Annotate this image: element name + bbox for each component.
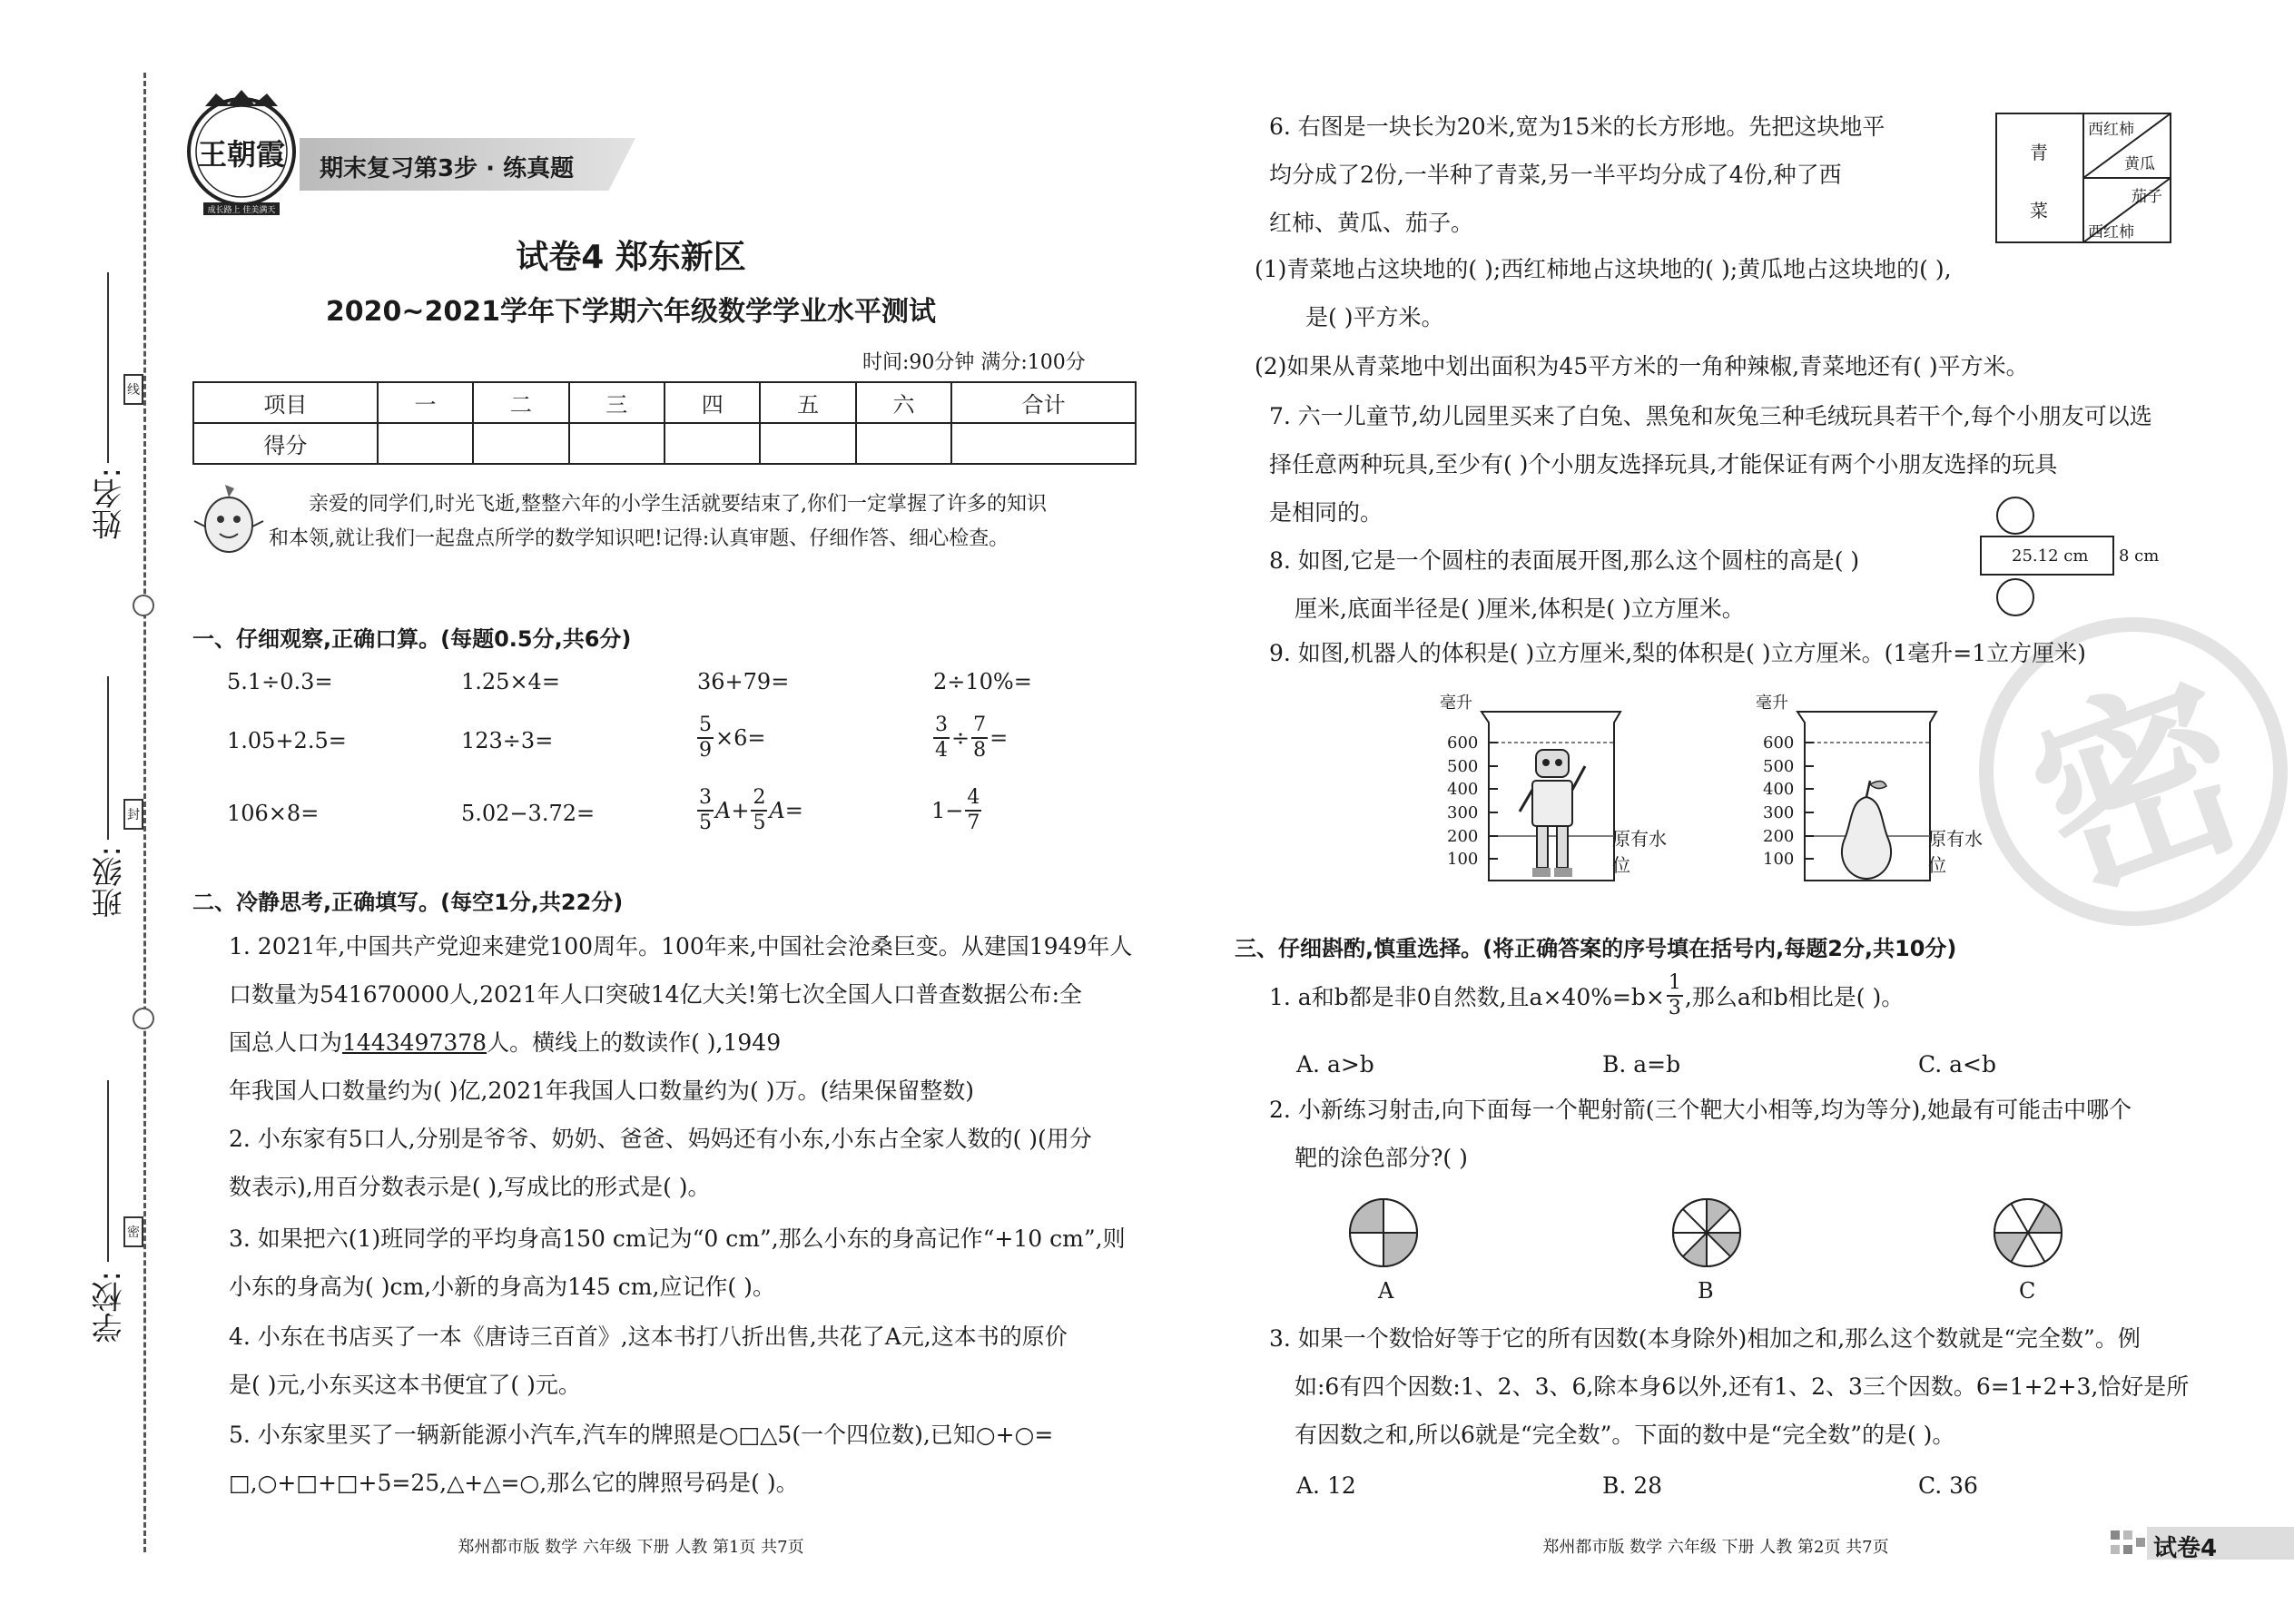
beaker-tick: 500 [1447, 757, 1479, 776]
q3-line: 小东的身高为( )cm,小新的身高为145 cm,应记作( )。 [229, 1274, 775, 1300]
q5-line: 5. 小东家里买了一辆新能源小汽车,汽车的牌照是○□△5(一个四位数),已知○+○= [229, 1422, 1054, 1448]
score-cell[interactable] [951, 423, 1136, 464]
footer-tag: 试卷4 [2153, 1535, 2218, 1562]
name-label: 姓名: [92, 468, 128, 540]
score-cell[interactable] [665, 423, 760, 464]
calc-item: 123÷3= [461, 728, 554, 753]
net-length-label: 25.12 cm [2012, 546, 2089, 566]
calc-item: 5.1÷0.3= [227, 669, 333, 694]
score-cell[interactable] [569, 423, 665, 464]
class-blank-line [107, 676, 109, 840]
field-label-tomato: 西红柿 [2088, 121, 2134, 139]
field-diagram [1995, 113, 2171, 243]
score-cell[interactable] [473, 423, 568, 464]
option-a[interactable]: A. a>b [1296, 1051, 1374, 1078]
logo-text: 王朝霞 [197, 137, 285, 172]
field-label-tomato-2: 西红柿 [2088, 223, 2134, 241]
question-2-4 [229, 1325, 1137, 1416]
beaker-tick: 500 [1763, 757, 1795, 776]
school-label: 学校: [92, 1271, 128, 1343]
calc-item-fraction: $\frac{5}{9}$ ×6= [699, 714, 766, 762]
target-b[interactable] [1670, 1196, 1743, 1269]
q6-line: 6. 右图是一块长为20米,宽为15米的长方形地。先把这块地平 [1269, 113, 1885, 140]
question-2-1 [229, 935, 1137, 1117]
calc-item: 1.25×4= [461, 669, 560, 694]
binding-mark-mi: 密 [123, 1216, 143, 1247]
target-a[interactable] [1347, 1196, 1420, 1269]
beaker-tick: 400 [1763, 780, 1795, 799]
target-c-label: C [2019, 1278, 2036, 1304]
q2-line: 数表示),用百分数表示是( ),写成比的形式是( )。 [229, 1174, 711, 1200]
target-c[interactable] [1992, 1196, 2064, 1269]
beaker-tick: 100 [1763, 850, 1795, 869]
field-label-cai: 菜 [2030, 200, 2048, 221]
q4-line: 4. 小东在书店买了一本《唐诗三百首》,这本书打八折出售,共花了A元,这本书的原价 [229, 1324, 1068, 1350]
beaker-tick: 400 [1447, 780, 1479, 799]
q1-line: 口数量为541670000人,2021年人口突破14亿大关!第七次全国人口普查数据公布:全 [229, 981, 1083, 1008]
field-label-cucumber: 黄瓜 [2124, 155, 2155, 173]
school-blank-line [107, 1080, 109, 1262]
logo-subtext: 成长路上 佳美满天 [207, 206, 276, 215]
q6-line: (2)如果从青菜地中划出面积为45平方米的一角种辣椒,青菜地还有( )平方米。 [1255, 353, 2029, 379]
calc-item-fraction: $\frac{3}{5}$ A+ $\frac{2}{5}$ A= [699, 786, 803, 834]
beaker-tick: 600 [1763, 733, 1795, 753]
footer-left: 郑州都市版 数学 六年级 下册 人教 第1页 共7页 [458, 1538, 804, 1557]
score-header: 合计 [951, 382, 1136, 423]
beaker-unit-label: 毫升 [1756, 694, 1788, 713]
question-2-2 [229, 1127, 1137, 1218]
question-2-3 [229, 1227, 1137, 1318]
option-b[interactable]: B. 28 [1602, 1472, 1663, 1499]
score-header: 五 [760, 382, 855, 423]
score-header: 二 [473, 382, 568, 423]
binding-mark-feng: 封 [123, 799, 143, 830]
binding-hole-1 [133, 595, 154, 616]
net-height-label: 8 cm [2119, 546, 2160, 566]
score-cell[interactable] [856, 423, 951, 464]
beaker-tick: 300 [1447, 803, 1479, 822]
population-number: 1443497378 [342, 1029, 487, 1056]
question-2-5 [229, 1423, 1137, 1514]
beaker-unit-label: 毫升 [1440, 694, 1472, 713]
score-header: 一 [378, 382, 473, 423]
section1-title: 一、仔细观察,正确口算。(每题0.5分,共6分) [192, 626, 632, 652]
q8-line: 8. 如图,它是一个圆柱的表面展开图,那么这个圆柱的高是( ) [1269, 547, 1860, 574]
beaker-tick: 200 [1763, 827, 1795, 846]
score-header: 项目 [193, 382, 378, 423]
beaker-tick: 100 [1447, 850, 1479, 869]
calc-item: 36+79= [697, 669, 790, 694]
beaker-pear-diagram [1750, 690, 1986, 890]
q6-line: 均分成了2份,一半种了青菜,另一半平均分成了4份,种了西 [1269, 162, 1842, 188]
section3-title: 三、仔细斟酌,慎重选择。(将正确答案的序号填在括号内,每题2分,共10分) [1235, 936, 1957, 961]
q3-3-line: 有因数之和,所以6就是“完全数”。下面的数中是“完全数”的是( )。 [1295, 1422, 1955, 1448]
calc-item: 106×8= [227, 801, 320, 826]
footer-right: 郑州都市版 数学 六年级 下册 人教 第2页 共7页 [1542, 1538, 1889, 1557]
question-3-1: 1. a和b都是非0自然数,且a×40%=b× $\frac{1}{3}$ ,那么a和b相比是( )。 [1269, 971, 1905, 1019]
intro-line-1: 亲爱的同学们,时光飞逝,整整六年的小学生活就要结束了,你们一定掌握了许多的知识 [309, 493, 1047, 516]
step-banner: 期末复习第3步 · 练真题 [320, 155, 575, 182]
q7-line: 是相同的。 [1269, 499, 1383, 526]
calc-item: 2÷10%= [933, 669, 1032, 694]
water-level-label: 原有水位 [1612, 828, 1667, 876]
intro-line-2: 和本领,就让我们一起盘点所学的数学知识吧!记得:认真审题、仔细作答、细心检查。 [269, 527, 1009, 550]
q1-line: 年我国人口数量约为( )亿,2021年我国人口数量约为( )万。(结果保留整数) [229, 1078, 974, 1104]
target-a-label: A [1378, 1278, 1394, 1304]
option-b[interactable]: B. a=b [1602, 1051, 1681, 1078]
q9-line: 9. 如图,机器人的体积是( )立方厘米,梨的体积是( )立方厘米。(1毫升=1立方厘米) [1269, 640, 2086, 666]
exam-subtitle: 2020~2021学年下学期六年级数学学业水平测试 [325, 296, 937, 328]
calc-item: 5.02−3.72= [461, 801, 596, 826]
q5-line: □,○+□+□+5=25,△+△=○,那么它的牌照号码是( )。 [229, 1470, 799, 1496]
time-info: 时间:90分钟 满分:100分 [862, 351, 1086, 374]
score-table-header-row [193, 382, 1136, 423]
field-label-qing: 青 [2030, 142, 2048, 163]
q1-line: 1. 2021年,中国共产党迎来建党100周年。100年来,中国社会沧桑巨变。从建国1949年人 [229, 933, 1133, 960]
watermark-text: 密 [2005, 644, 2273, 931]
cylinder-net-diagram [1979, 496, 2161, 623]
beaker-tick: 200 [1447, 827, 1479, 846]
q3-2-line: 靶的涂色部分?( ) [1295, 1145, 1468, 1171]
mascot-icon [192, 481, 265, 563]
q4-line: 是( )元,小东买这本书便宜了( )元。 [229, 1372, 581, 1398]
q6-line: 是( )平方米。 [1305, 304, 1444, 330]
q3-line: 3. 如果把六(1)班同学的平均身高150 cm记为“0 cm”,那么小东的身高记作“+10 cm”,则 [229, 1225, 1126, 1252]
q1-line: 国总人口为1443497378人。横线上的数读作( ),1949 [229, 1029, 782, 1056]
score-cell[interactable] [378, 423, 473, 464]
score-header: 六 [856, 382, 951, 423]
target-b-label: B [1698, 1278, 1714, 1304]
q3-2-line: 2. 小新练习射击,向下面每一个靶射箭(三个靶大小相等,均为等分),她最有可能击中哪个 [1269, 1097, 2132, 1123]
score-table [192, 381, 1137, 465]
footer-tag-pattern [2111, 1527, 2147, 1560]
q7-line: 择任意两种玩具,至少有( )个小朋友选择玩具,才能保证有两个小朋友选择的玩具 [1269, 451, 2058, 477]
calc-item: 1.05+2.5= [227, 728, 347, 753]
question-3-3 [1269, 1327, 2222, 1472]
water-level-label: 原有水位 [1928, 828, 1983, 876]
beaker-robot-diagram [1434, 690, 1670, 890]
q6-line: 红柿、黄瓜、茄子。 [1269, 210, 1474, 236]
score-row-label: 得分 [193, 423, 378, 464]
beaker-tick: 300 [1763, 803, 1795, 822]
question-2-9 [1269, 642, 2222, 678]
calc-item-fraction: 1− $\frac{4}{7}$ [931, 786, 980, 834]
option-c[interactable]: C. 36 [1918, 1472, 1978, 1499]
question-3-2 [1269, 1098, 2222, 1189]
beaker-tick: 600 [1447, 733, 1479, 753]
question-2-8 [1269, 549, 1995, 640]
q7-line: 7. 六一儿童节,幼儿园里买来了白兔、黑兔和灰兔三种毛绒玩具若干个,每个小朋友可以选 [1269, 403, 2152, 429]
binding-hole-2 [133, 1008, 154, 1029]
field-label-eggplant: 茄子 [2132, 188, 2162, 206]
option-a[interactable]: A. 12 [1296, 1472, 1356, 1499]
q6-line: (1)青菜地占这块地的( );西红柿地占这块地的( );黄瓜地占这块地的( ), [1255, 256, 1952, 282]
option-c[interactable]: C. a<b [1918, 1051, 1996, 1078]
score-cell[interactable] [760, 423, 855, 464]
binding-mark-xian: 线 [123, 374, 143, 405]
calc-item-fraction: $\frac{3}{4}$ ÷ $\frac{7}{8}$ = [935, 714, 1009, 762]
score-table-row [193, 423, 1136, 464]
q3-3-line: 3. 如果一个数恰好等于它的所有因数(本身除外)相加之和,那么这个数就是“完全数”。例 [1269, 1325, 2141, 1352]
class-label: 班级: [92, 846, 128, 919]
section2-title: 二、冷静思考,正确填写。(每空1分,共22分) [192, 890, 624, 915]
q2-line: 2. 小东家有5口人,分别是爷爷、奶奶、爸爸、妈妈还有小东,小东占全家人数的( )(用分 [229, 1126, 1092, 1152]
brand-logo [178, 86, 305, 222]
score-header: 四 [665, 382, 760, 423]
q8-line: 厘米,底面半径是( )厘米,体积是( )立方厘米。 [1295, 595, 1745, 622]
q3-3-line: 如:6有四个因数:1、2、3、6,除本身6以外,还有1、2、3三个因数。6=1+2+3,恰好是所 [1295, 1373, 2190, 1400]
exam-title: 试卷4 郑东新区 [516, 239, 746, 276]
score-header: 三 [569, 382, 665, 423]
